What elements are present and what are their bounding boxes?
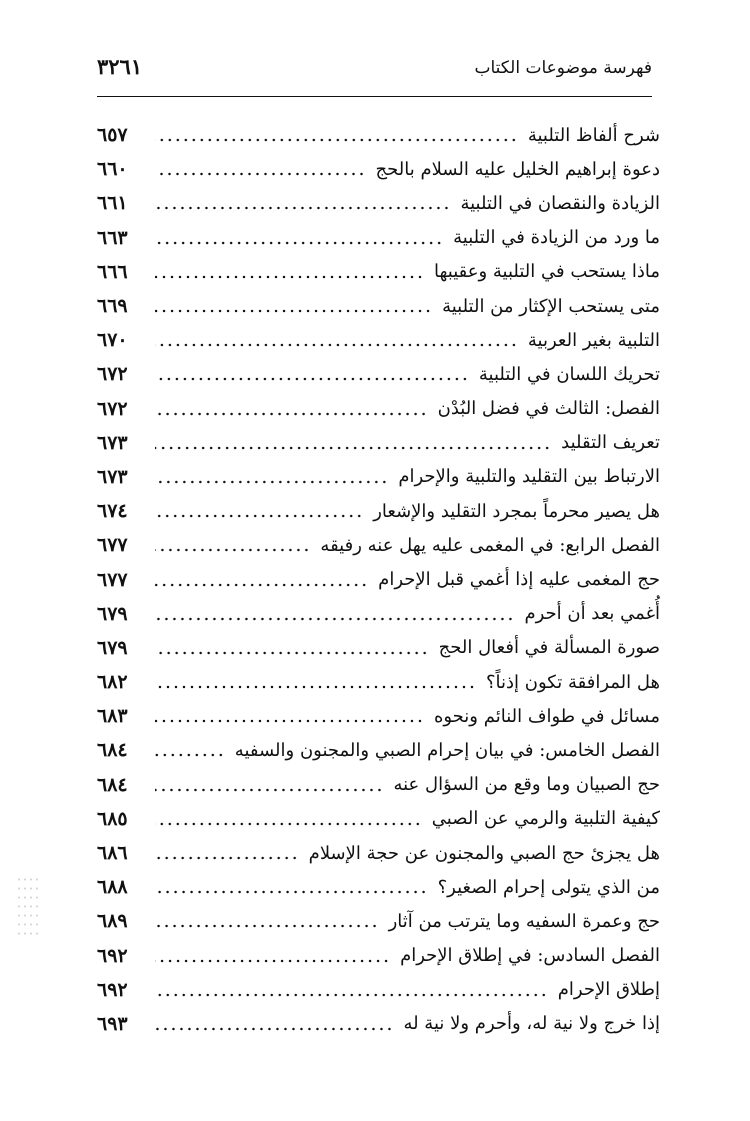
toc-entry bbox=[97, 631, 660, 665]
toc-entry bbox=[97, 186, 660, 220]
dot-leader bbox=[155, 411, 428, 417]
toc-entry bbox=[97, 221, 660, 255]
dot-leader bbox=[155, 752, 225, 758]
margin-speckle bbox=[16, 875, 38, 935]
toc-entry-page: ٦٦١ bbox=[97, 192, 128, 215]
toc-entry bbox=[97, 1007, 660, 1041]
toc-entry-page: ٦٩٢ bbox=[97, 944, 128, 967]
toc-entry-title: الارتباط بين التقليد والتلبية والإحرام bbox=[398, 466, 660, 488]
toc-entry bbox=[97, 118, 660, 152]
dot-leader bbox=[155, 205, 450, 211]
toc-entry-title: الفصل السادس: في إطلاق الإحرام bbox=[400, 945, 660, 967]
dot-leader bbox=[155, 342, 518, 348]
toc-entry bbox=[97, 768, 660, 802]
toc-entry bbox=[97, 357, 660, 391]
toc-entry-page: ٦٧٤ bbox=[97, 500, 128, 523]
table-of-contents bbox=[97, 118, 660, 1041]
toc-entry-page: ٦٦٩ bbox=[97, 295, 128, 318]
toc-entry bbox=[97, 973, 660, 1007]
dot-leader bbox=[155, 958, 390, 964]
dot-leader bbox=[155, 992, 548, 998]
header-divider bbox=[97, 96, 652, 97]
toc-entry-page: ٦٧٩ bbox=[97, 602, 128, 625]
toc-entry-page: ٦٨٥ bbox=[97, 807, 128, 830]
toc-entry-page: ٦٧٣ bbox=[97, 465, 128, 488]
page-number: ٣٢٦١ bbox=[97, 54, 143, 79]
toc-entry-title: حج الصبيان وما وقع من السؤال عنه bbox=[393, 774, 660, 796]
dot-leader bbox=[155, 274, 424, 280]
toc-entry-page: ٦٥٧ bbox=[97, 124, 128, 147]
toc-entry-page: ٦٩٣ bbox=[97, 1012, 128, 1035]
toc-entry-page: ٦٧٠ bbox=[97, 329, 128, 352]
toc-entry-page: ٦٧٩ bbox=[97, 636, 128, 659]
dot-leader bbox=[155, 137, 518, 143]
toc-entry bbox=[97, 562, 660, 596]
toc-entry-title: إذا خرج ولا نية له، وأحرم ولا نية له bbox=[403, 1013, 660, 1035]
toc-entry-page: ٦٨٣ bbox=[97, 705, 128, 728]
dot-leader bbox=[155, 240, 443, 246]
toc-entry-page: ٦٩٢ bbox=[97, 978, 128, 1001]
dot-leader bbox=[155, 821, 422, 827]
toc-entry-title: ما ورد من الزيادة في التلبية bbox=[453, 227, 660, 249]
toc-entry-title: الفصل: الثالث في فضل البُدْن bbox=[437, 398, 660, 420]
dot-leader bbox=[155, 787, 383, 793]
toc-entry bbox=[97, 597, 660, 631]
toc-entry bbox=[97, 255, 660, 289]
toc-entry-title: حج وعمرة السفيه وما يترتب من آثار bbox=[388, 910, 660, 932]
dot-leader bbox=[155, 718, 424, 724]
toc-entry-page: ٦٨٦ bbox=[97, 842, 128, 865]
toc-entry-page: ٦٨٨ bbox=[97, 876, 128, 899]
toc-entry-title: الزيادة والنقصان في التلبية bbox=[460, 192, 660, 214]
toc-entry bbox=[97, 528, 660, 562]
toc-entry-page: ٦٦٣ bbox=[97, 226, 128, 249]
page-header bbox=[97, 54, 652, 94]
toc-entry bbox=[97, 733, 660, 767]
toc-entry-page: ٦٨٤ bbox=[97, 739, 128, 762]
dot-leader bbox=[155, 547, 310, 553]
toc-entry-title: الفصل الرابع: في المغمى عليه يهل عنه رفيقه bbox=[320, 534, 660, 556]
toc-entry-page: ٦٨٤ bbox=[97, 773, 128, 796]
toc-entry-title: من الذي يتولى إحرام الصغير؟ bbox=[437, 876, 660, 898]
toc-entry-title: أُغمي بعد أن أحرم bbox=[524, 603, 660, 625]
toc-entry-title: حج المغمى عليه إذا أغمي قبل الإحرام bbox=[378, 569, 660, 591]
dot-leader bbox=[155, 923, 379, 929]
toc-entry bbox=[97, 870, 660, 904]
running-title: فهرسة موضوعات الكتاب bbox=[474, 58, 652, 78]
dot-leader bbox=[155, 616, 514, 622]
toc-entry-title: تحريك اللسان في التلبية bbox=[478, 363, 660, 385]
dot-leader bbox=[155, 582, 368, 588]
toc-entry-title: ماذا يستحب في التلبية وعقيبها bbox=[433, 261, 660, 283]
toc-entry bbox=[97, 323, 660, 357]
dot-leader bbox=[155, 171, 366, 177]
toc-entry-title: شرح ألفاظ التلبية bbox=[527, 124, 660, 146]
toc-entry bbox=[97, 289, 660, 323]
toc-entry-page: ٦٦٠ bbox=[97, 158, 128, 181]
dot-leader bbox=[155, 650, 429, 656]
dot-leader bbox=[155, 1026, 393, 1032]
toc-entry bbox=[97, 426, 660, 460]
toc-entry-title: إطلاق الإحرام bbox=[557, 979, 660, 1001]
toc-entry bbox=[97, 665, 660, 699]
toc-entry-page: ٦٦٦ bbox=[97, 260, 128, 283]
toc-entry-title: هل المرافقة تكون إذناً؟ bbox=[485, 671, 660, 693]
dot-leader bbox=[155, 684, 476, 690]
toc-entry bbox=[97, 836, 660, 870]
dot-leader bbox=[155, 889, 428, 895]
toc-entry-title: هل يجزئ حج الصبي والمجنون عن حجة الإسلام bbox=[308, 842, 660, 864]
toc-entry-page: ٦٧٣ bbox=[97, 431, 128, 454]
toc-entry-title: التلبية بغير العربية bbox=[527, 329, 660, 351]
toc-entry-page: ٦٧٢ bbox=[97, 397, 128, 420]
toc-entry bbox=[97, 494, 660, 528]
toc-entry-title: مسائل في طواف النائم ونحوه bbox=[433, 705, 660, 727]
dot-leader bbox=[155, 445, 551, 451]
toc-entry-title: دعوة إبراهيم الخليل عليه السلام بالحج bbox=[375, 158, 660, 180]
toc-entry bbox=[97, 152, 660, 186]
dot-leader bbox=[155, 376, 469, 382]
toc-entry-title: الفصل الخامس: في بيان إحرام الصبي والمجنون والسفيه bbox=[234, 739, 660, 761]
toc-entry-title: تعريف التقليد bbox=[561, 432, 660, 454]
dot-leader bbox=[155, 513, 363, 519]
dot-leader bbox=[155, 855, 299, 861]
toc-entry bbox=[97, 460, 660, 494]
toc-entry-page: ٦٧٧ bbox=[97, 568, 128, 591]
toc-entry-title: كيفية التلبية والرمي عن الصبي bbox=[431, 808, 660, 830]
dot-leader bbox=[155, 479, 388, 485]
toc-entry bbox=[97, 699, 660, 733]
toc-entry-title: هل يصير محرماً بمجرد التقليد والإشعار bbox=[373, 500, 660, 522]
toc-entry-page: ٦٧٢ bbox=[97, 363, 128, 386]
toc-entry-page: ٦٨٩ bbox=[97, 910, 128, 933]
toc-entry bbox=[97, 939, 660, 973]
toc-entry-title: صورة المسألة في أفعال الحج bbox=[438, 637, 660, 659]
toc-entry-title: متى يستحب الإكثار من التلبية bbox=[442, 295, 660, 317]
toc-entry-page: ٦٨٢ bbox=[97, 671, 128, 694]
dot-leader bbox=[155, 308, 432, 314]
toc-entry-page: ٦٧٧ bbox=[97, 534, 128, 557]
toc-entry bbox=[97, 802, 660, 836]
toc-entry bbox=[97, 392, 660, 426]
toc-entry bbox=[97, 904, 660, 938]
